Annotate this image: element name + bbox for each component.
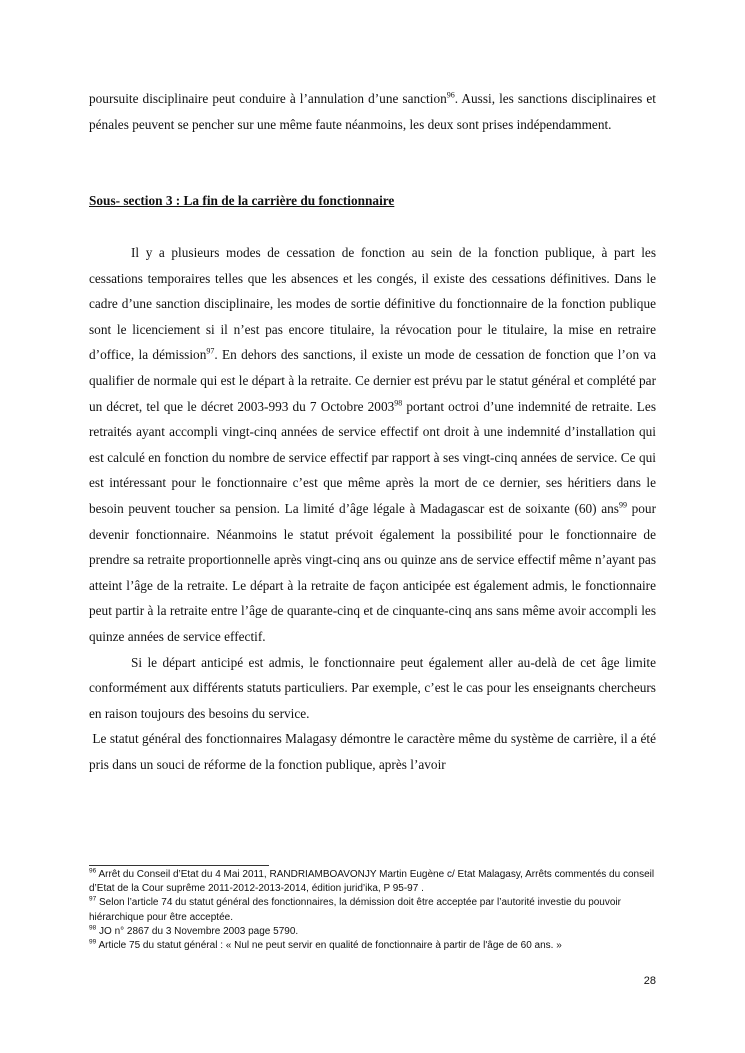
paragraph-2-text-a: Il y a plusieurs modes de cessation de fonction au sein de la fonction publique, à part les cessations temporaires telles que les absences et les congés, il existe des cessations définitives. Dans le cadre d’une sanction disciplinaire, les modes de sortie définitive du fonctionnaire de la fonction publique sont le licenciement si il n’est pas encore titulaire, la révocation pour le titulaire, la mise en retraire d’office, la démission [89, 245, 656, 363]
footnote-ref-96: 96 [446, 90, 455, 100]
paragraph-2-text-b: . En dehors des sanctions, il existe un mode de cessation de fonction que l’on va qualifier de normale qui est le départ à la retraite. Ce dernier est prévu par le statut général et complété par un décret, tel que le décret 2003-993 du 7 Octobre 2003 [89, 347, 656, 414]
paragraph-1-text-b: . Aussi, les sanctions disciplinaires et pénales peuvent se pencher sur une même faute néanmoins, les deux sont prises indépendamment. [89, 91, 656, 132]
footnote-99-text: Article 75 du statut général : « Nul ne peut servir en qualité de fonctionnaire à partir de l'âge de 60 ans. » [96, 940, 562, 952]
section-heading: Sous- section 3 : La fin de la carrière du fonctionnaire [89, 193, 395, 208]
footnote-97 [89, 896, 659, 924]
footnote-98-number: 98 [89, 924, 97, 932]
page-number: 28 [643, 975, 656, 987]
footnote-99-number: 99 [89, 938, 97, 946]
footnote-ref-99: 99 [618, 500, 627, 510]
paragraph-3: Si le départ anticipé est admis, le fonctionnaire peut également aller au-delà de cet âge limite conformément aux différents statuts particuliers. Par exemple, c’est le cas pour les enseignants chercheurs en raison toujours des besoins du service. [89, 654, 656, 721]
paragraph-2 [89, 240, 656, 650]
footnote-98 [89, 925, 659, 939]
body-paragraphs [89, 240, 660, 777]
footnote-96 [89, 868, 659, 896]
footnote-97-number: 97 [89, 896, 97, 904]
footnote-ref-98: 98 [394, 398, 403, 408]
paragraph-2-text-c: portant octroi d’une indemnité de retraite. Les retraités ayant accompli vingt-cinq années de service effectif ont droit à une indemnité d’installation qui est calculé en fonction du nombre de service effectif par rapport à ses vingt-cinq années de service. Ce qui est intéressant pour le fonctionnaire c’est que même après la mort de ce dernier, ses héritiers dans le besoin peuvent toucher sa pension. La limité d’âge légale à Madagascar est de soixante (60) ans [89, 398, 656, 516]
footnote-99 [89, 939, 659, 953]
footnotes [89, 868, 659, 953]
footnote-separator [89, 865, 269, 866]
footnote-98-text: JO n° 2867 du 3 Novembre 2003 page 5790. [96, 925, 299, 937]
footnote-97-text: Selon l’article 74 du statut général des fonctionnaires, la démission doit être acceptée par l’autorité investie du pouvoir hiérarchique pour être acceptée. [89, 897, 621, 923]
footnote-ref-97: 97 [206, 346, 215, 356]
footnote-96-number: 96 [89, 867, 97, 875]
paragraph-4: Le statut général des fonctionnaires Malagasy démontre le caractère même du système de carrière, il a été pris dans un souci de réforme de la fonction publique, après l’avoir [89, 731, 660, 772]
paragraph-1 [89, 86, 656, 137]
paragraph-2-text-d: pour devenir fonctionnaire. Néanmoins le statut prévoit également la possibilité pour le fonctionnaire de prendre sa retraite proportionnelle après vingt-cinq ans ou quinze ans de service effectif même n’ayant pas atteint l’âge de la retraite. Le départ à la retraite de façon anticipée est également admis, le fonctionnaire peut partir à la retraite entre l’âge de quarante-cinq et de cinquante-cinq ans sans même avoir accompli les quinze années de service effectif. [89, 500, 656, 644]
paragraph-1-text-a: poursuite disciplinaire peut conduire à l’annulation d’une sanction [89, 91, 447, 106]
footnote-96-text: Arrêt du Conseil d’Etat du 4 Mai 2011, RANDRIAMBOAVONJY Martin Eugène c/ Etat Malagasy, Arrêts commentés du conseil d’Etat de la Cour suprême 2011-2012-2013-2014, édition jurid’ika, P 95-97 . [89, 869, 655, 895]
